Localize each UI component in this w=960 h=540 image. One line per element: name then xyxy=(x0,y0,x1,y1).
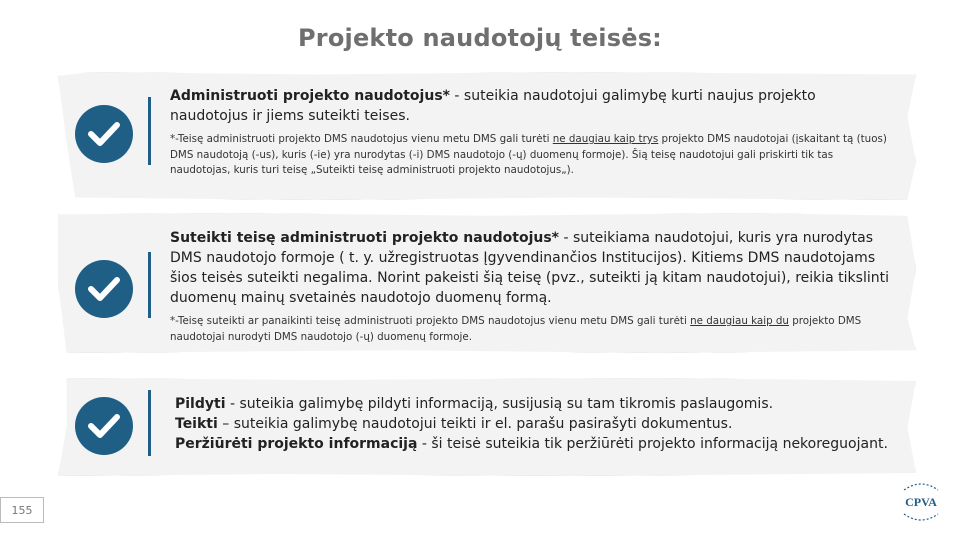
check-icon xyxy=(75,260,133,318)
right-name: Peržiūrėti projekto informaciją xyxy=(175,436,418,452)
check-icon xyxy=(75,397,133,455)
section-admin-users xyxy=(170,86,890,179)
right-name: Administruoti projekto naudotojus* xyxy=(170,88,450,104)
check-icon xyxy=(75,105,133,163)
page-title: Projekto naudotojų teisės: xyxy=(298,24,662,52)
footnote xyxy=(170,132,890,179)
page-number: 155 xyxy=(0,497,44,523)
footnote-text: projekto DMS naudotojai (įskaitant tą (tuos) DMS naudotoją (-us), kuris (-ie) yra nurodytas (-i) DMS naudotojo (-ų) duomenų formoje). Šią teisę naudotojui gali priskirti tik tas naudotojas, kuris turi teisę „Suteikti teisę administruoti projekto naudotojus„). xyxy=(170,133,887,176)
cpva-logo xyxy=(896,480,946,526)
section-other-rights xyxy=(175,394,895,454)
accent-bar xyxy=(148,97,151,165)
right-name: Suteikti teisę administruoti projekto naudotojus* xyxy=(170,230,559,246)
right-name: Pildyti xyxy=(175,396,226,412)
accent-bar xyxy=(148,252,151,318)
section-grant-admin xyxy=(170,228,890,345)
right-description: – suteikia galimybę naudotojui teikti ir el. parašu pasirašyti dokumentus. xyxy=(217,416,733,432)
footnote-text: *-Teisę administruoti projekto DMS naudotojus vienu metu DMS gali turėti xyxy=(170,133,553,145)
footnote-text: *-Teisę suteikti ar panaikinti teisę administruoti projekto DMS naudotojus vienu metu DMS gali turėti xyxy=(170,315,691,327)
footnote xyxy=(170,314,890,345)
logo-text: CPVA xyxy=(905,495,937,509)
right-description: - suteikia galimybę pildyti informaciją, susijusią su tam tikromis paslaugomis. xyxy=(225,396,774,412)
footnote-emphasis: ne daugiau kaip trys xyxy=(552,133,659,145)
accent-bar xyxy=(148,390,151,456)
right-description: - suteikia naudotojui galimybę kurti naujus projekto naudotojus ir jiems suteikti teises. xyxy=(170,88,816,124)
right-name: Teikti xyxy=(175,416,218,432)
right-description: - ši teisė suteikia tik peržiūrėti projekto informaciją nekoreguojant. xyxy=(417,436,888,452)
footnote-text: projekto DMS naudotojai nurodyti DMS naudotojo (-ų) duomenų formoje. xyxy=(170,315,862,343)
right-description: - suteikiama naudotojui, kuris yra nurodytas DMS naudotojo formoje ( t. y. užregistruotas Įgyvendinančios Institucijos). Kitiems DMS naudotojams šios teisės suteikti negalima. Norint pakeisti šią teisę (pvz., suteikti ją kitam naudotojui), reikia tikslinti duomenų mainų svetainės naudotojo duomenų formą. xyxy=(170,230,889,306)
footnote-emphasis: ne daugiau kaip du xyxy=(690,315,789,327)
